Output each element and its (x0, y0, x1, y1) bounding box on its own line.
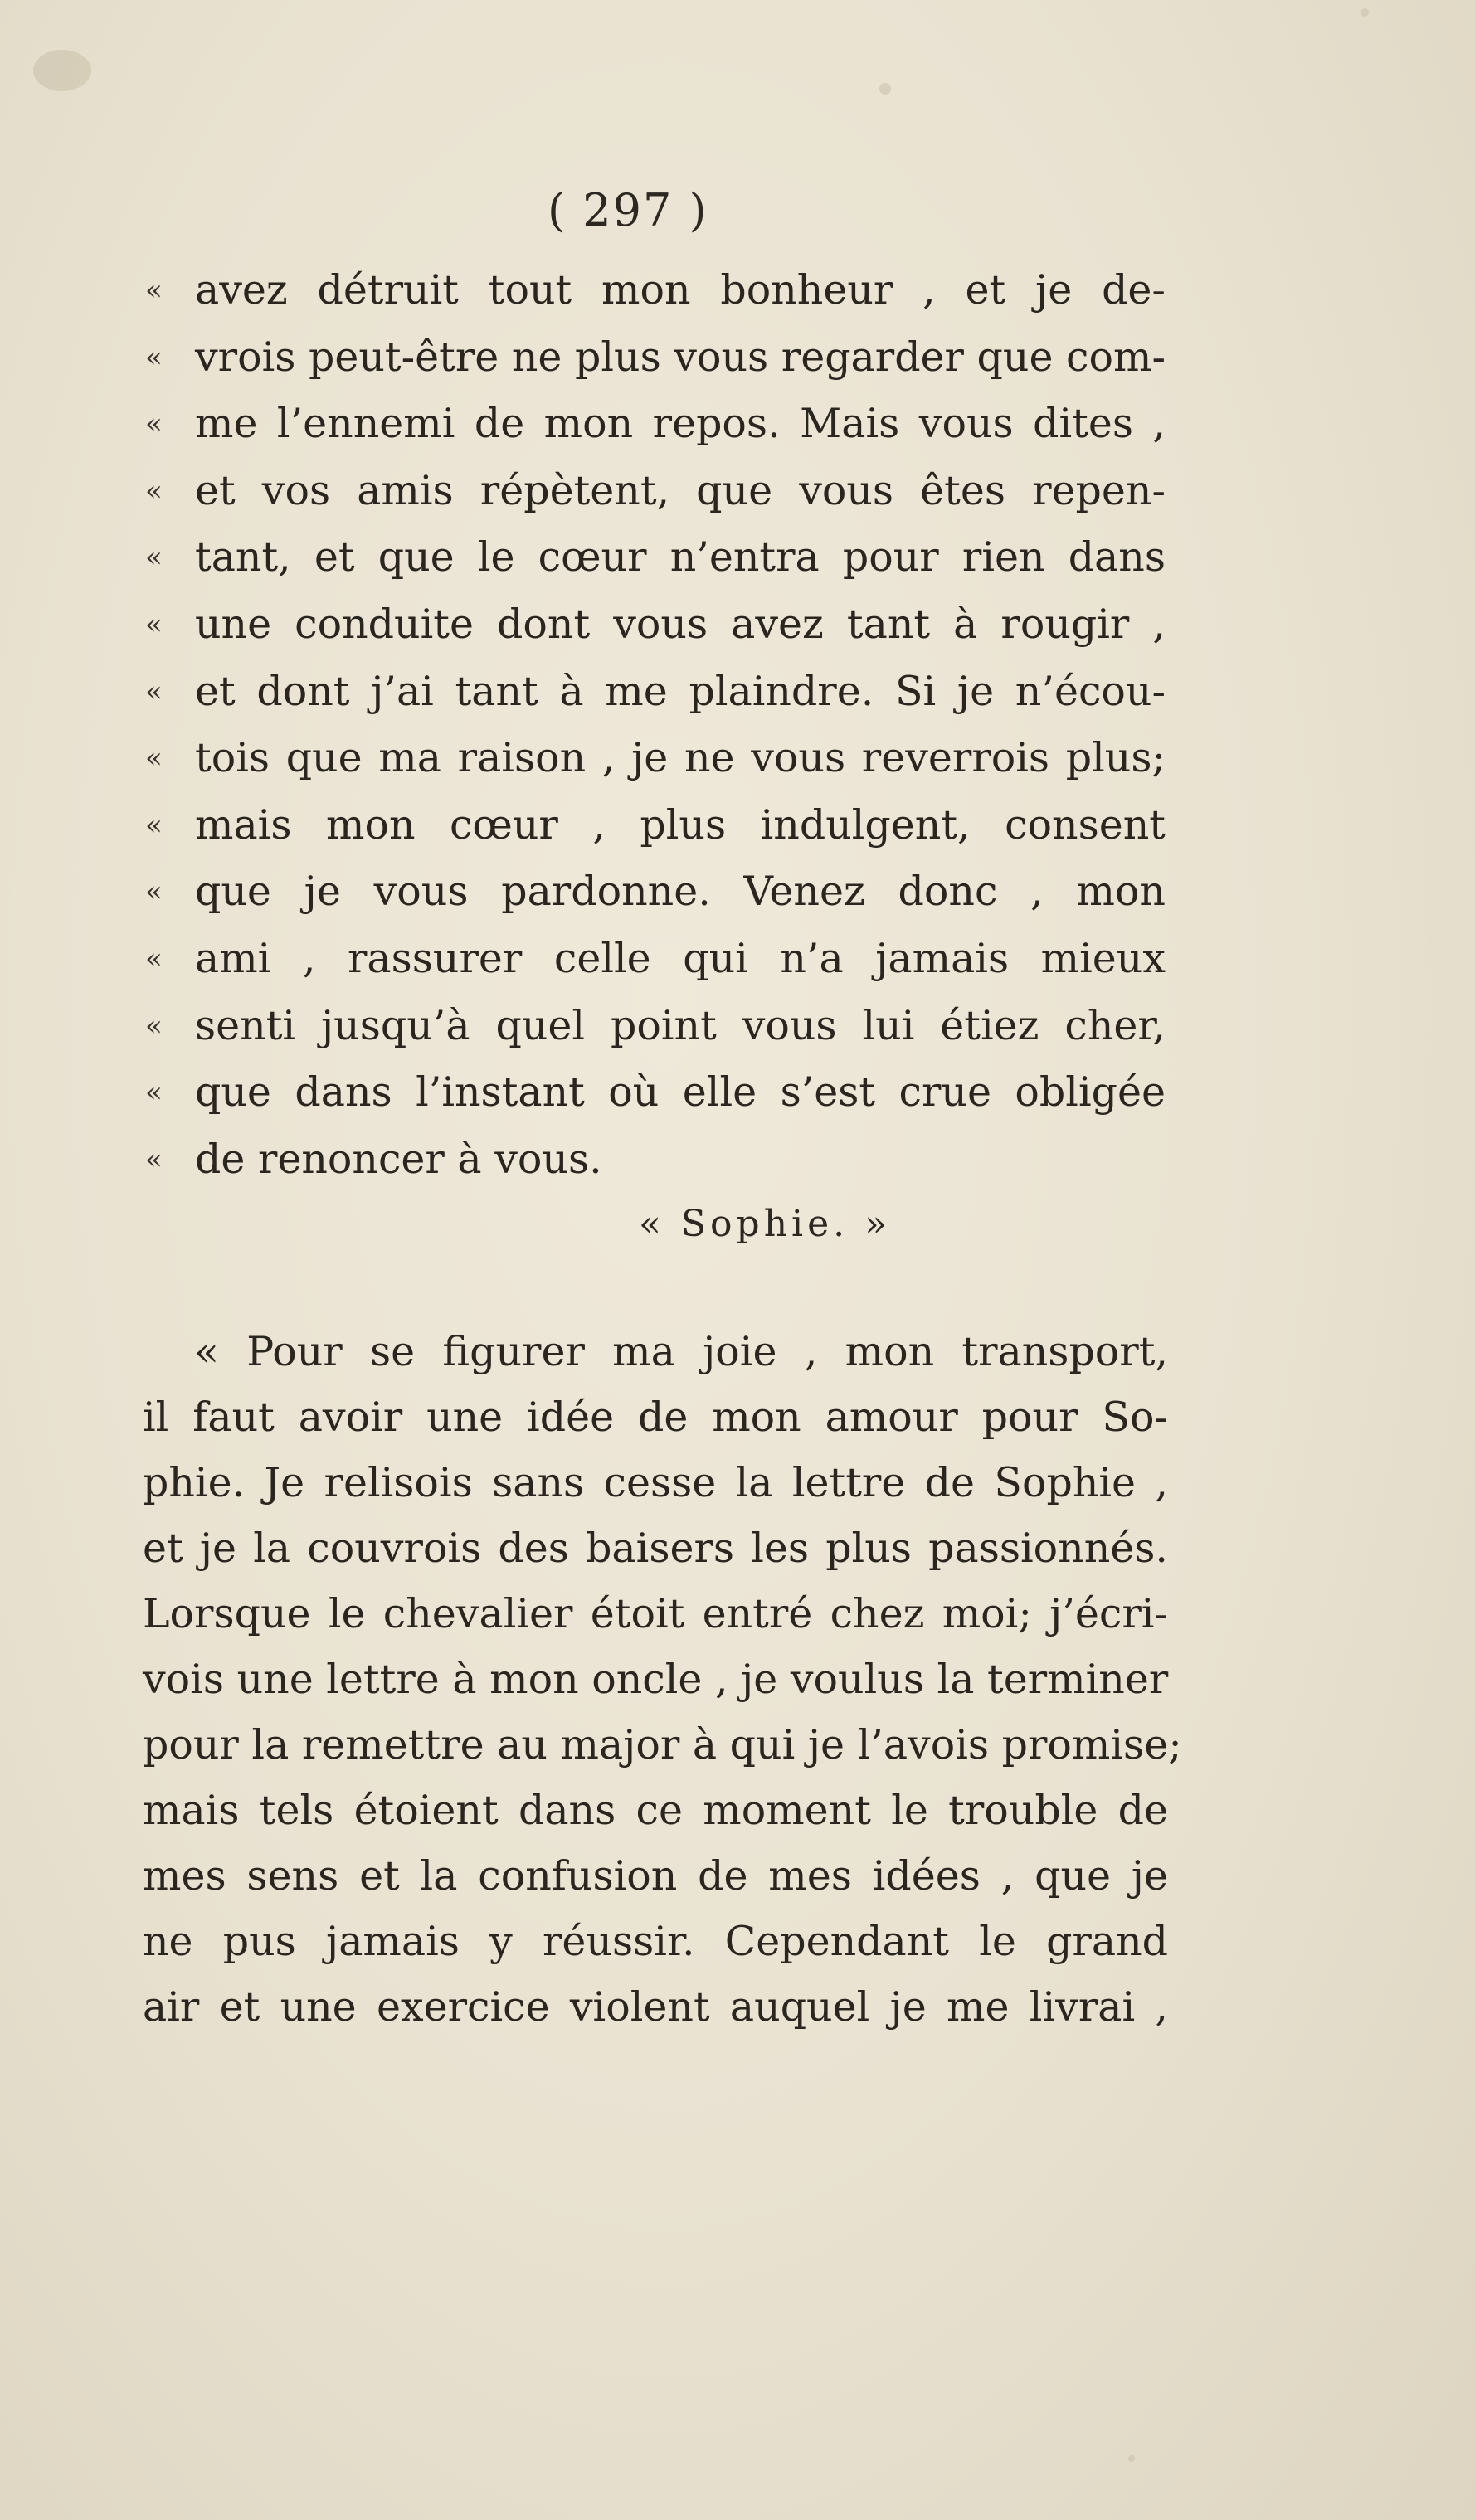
paper-stain (879, 83, 891, 95)
letter-line (145, 993, 1166, 1060)
letter-line-text: me l’ennemi de mon repos. Mais vous dites , (195, 400, 1166, 448)
letter-line (145, 926, 1166, 993)
quote-mark: « (145, 541, 163, 575)
letter-line (145, 1126, 1166, 1194)
narrative-paragraph (143, 1319, 1182, 2040)
quote-mark: « (145, 941, 163, 975)
letter-signature: « Sophie. » (639, 1203, 892, 1245)
letter-line (145, 524, 1166, 591)
paragraph-line: air et une exercice violent auquel je me livrai , (143, 1983, 1168, 2031)
letter-line-text: de renoncer à vous. (195, 1135, 602, 1183)
letter-line (145, 591, 1166, 659)
letter-line (145, 659, 1166, 726)
paragraph-line: ne pus jamais y réussir. Cependant le grand (143, 1918, 1168, 1965)
letter-text (145, 257, 1166, 1193)
quote-mark: « (145, 875, 163, 909)
letter-line (145, 324, 1166, 392)
paragraph-line: phie. Je relisois sans cesse la lettre de Sophie , (143, 1459, 1168, 1506)
paragraph-line: « Pour se figurer ma joie , mon transport, (194, 1328, 1168, 1375)
paper-stain (1128, 2455, 1135, 2462)
letter-line (145, 792, 1166, 859)
letter-line-text: mais mon cœur , plus indulgent, consent (195, 800, 1166, 849)
letter-line-text: que je vous pardonne. Venez donc , mon (195, 868, 1166, 916)
quote-mark: « (145, 274, 163, 307)
quote-mark: « (145, 1009, 163, 1043)
letter-line-text: et vos amis répètent, que vous êtes repen- (195, 466, 1166, 514)
letter-line-text: ami , rassurer celle qui n’a jamais mieux (195, 934, 1166, 982)
letter-line-text: et dont j’ai tant à me plaindre. Si je n’écou- (195, 667, 1166, 715)
paragraph-line: Lorsque le chevalier étoit entré chez moi; j’écri- (143, 1590, 1168, 1637)
letter-line-text: vrois peut-être ne plus vous regarder que com- (195, 333, 1166, 381)
paragraph-line: et je la couvrois des baisers les plus passionnés. (143, 1525, 1168, 1572)
letter-line (145, 725, 1166, 792)
quote-mark: « (145, 1142, 163, 1176)
letter-line (145, 257, 1166, 324)
letter-line-text: tant, et que le cœur n’entra pour rien dans (195, 533, 1166, 581)
letter-line (145, 1059, 1166, 1126)
letter-line (145, 458, 1166, 525)
paragraph-line: mes sens et la confusion de mes idées , que je (143, 1852, 1168, 1900)
letter-line (145, 859, 1166, 926)
letter-line-text: avez détruit tout mon bonheur , et je de- (195, 266, 1166, 314)
paragraph-line: mais tels étoient dans ce moment le trouble de (143, 1787, 1168, 1834)
quote-mark: « (145, 742, 163, 776)
quote-mark: « (145, 340, 163, 374)
quote-mark: « (145, 1076, 163, 1110)
quote-mark: « (145, 674, 163, 708)
quote-mark: « (145, 607, 163, 641)
paragraph-line: vois une lettre à mon oncle , je voulus la terminer (143, 1656, 1169, 1703)
paragraph-line: il faut avoir une idée de mon amour pour So- (143, 1394, 1168, 1441)
quote-mark: « (145, 407, 163, 441)
letter-line (145, 391, 1166, 458)
letter-line-text: senti jusqu’à quel point vous lui étiez cher, (195, 1001, 1166, 1049)
quote-mark: « (145, 808, 163, 842)
paper-stain (33, 50, 91, 91)
page-number: ( 297 ) (548, 184, 708, 236)
letter-line-text: que dans l’instant où elle s’est crue obligée (195, 1068, 1166, 1116)
quote-mark: « (145, 474, 163, 508)
letter-line-text: tois que ma raison , je ne vous reverrois plus; (195, 734, 1166, 782)
paragraph-line: pour la remettre au major à qui je l’avois promise; (143, 1721, 1182, 1768)
letter-line-text: une conduite dont vous avez tant à rougir , (195, 600, 1166, 648)
paper-stain (1361, 8, 1369, 17)
